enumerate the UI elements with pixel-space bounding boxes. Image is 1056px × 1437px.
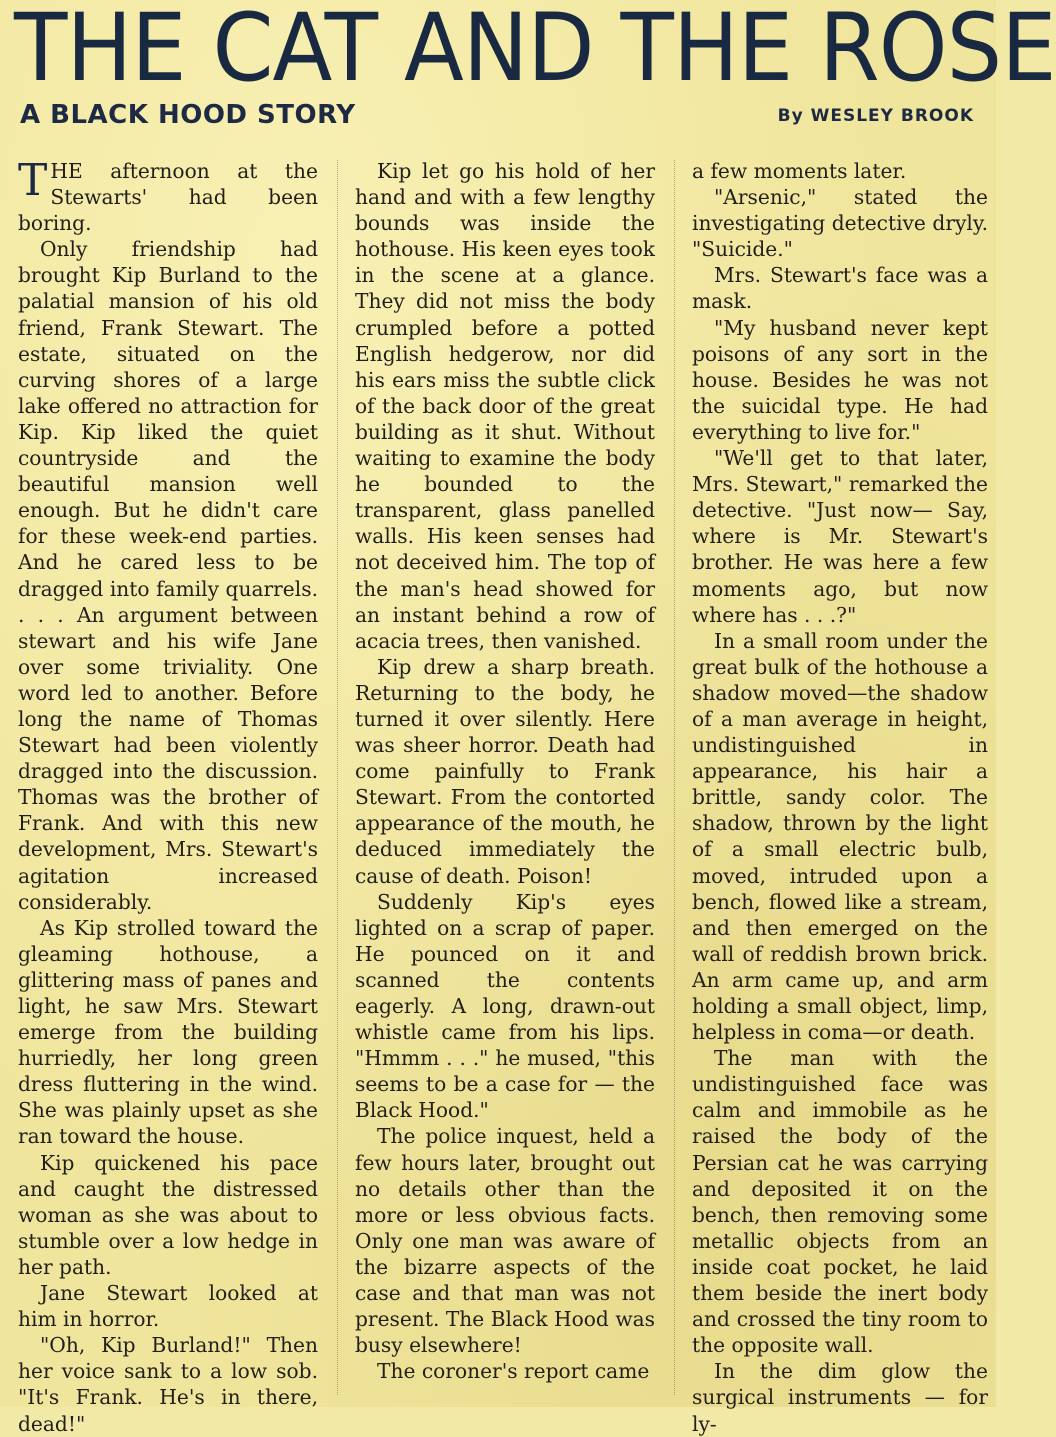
paragraph-text: Only friendship had brought Kip Burland to the palatial mansion of his old friend, Frank Stewart. The estate, situated on the curving shores of a large lake offered no attraction for Kip. Kip liked the quiet countryside and the beautiful mansion well enough. But he didn't care for these week-end parties. And he cared less to be dragged into family quarrels. . . . An argument between stewart and his wife Jane over some triviality. One word led to another. Before long the name of Thomas Stewart had been violently dragged into the discussion. Thomas was the brother of Frank. And with this new development, Mrs. Stewart's agitation increased considerably. <box>18 237 318 914</box>
paragraph-text: The man with the undistinguished face was calm and immobile as he raised the body of the Persian cat he was carrying and deposited it on the bench, then removing some metallic objects from an inside coat pocket, he laid them beside the inert body and crossed the tiny room to the opposite wall. <box>692 1046 988 1358</box>
paragraph-text: "Oh, Kip Burland!" Then her voice sank to a low sob. "It's Frank. He's in there, dead!" <box>18 1333 318 1436</box>
paragraph-text: The police inquest, held a few hours later, brought out no details other than the more or less obvious facts. Only one man was aware of the bizarre aspects of the case and that man was not present. The Black Hood was busy elsewhere! <box>355 1124 655 1358</box>
paragraph-text: In the dim glow the surgical instruments — for ly- <box>692 1359 988 1436</box>
text-column-3 <box>692 158 988 1437</box>
story-paragraph <box>692 628 988 1046</box>
paragraph-text: As Kip strolled toward the gleaming hothouse, a glittering mass of panes and light, he saw Mrs. Stewart emerge from the building hurriedly, her long green dress fluttering in the wind. She was plainly upset as she ran toward the house. <box>18 915 318 1149</box>
paragraph-text: HE afternoon at the Stewarts' had been boring. <box>18 159 318 236</box>
paragraph-text: "We'll get to that later, Mrs. Stewart," remarked the detective. "Just now— Say, where is Mr. Stewart's brother. He was here a few moments ago, but now where has . . .?" <box>692 446 988 627</box>
story-paragraph <box>355 889 655 1124</box>
story-paragraph <box>692 445 988 628</box>
story-subtitle: A BLACK HOOD STORY <box>20 100 356 130</box>
text-column-2 <box>355 158 655 1384</box>
paragraph-text: In a small room under the great bulk of the hothouse a shadow moved—the shadow of a man average in height, undistinguished in appearance, his hair a brittle, sandy color. The shadow, thrown by the light of a small electric bulb, moved, intruded upon a bench, flowed like a stream, and then emerged on the wall of reddish brown brick. An arm came up, and arm holding a small object, limp, helpless in coma—or death. <box>692 628 988 1045</box>
paragraph-text: Kip drew a sharp breath. Returning to the body, he turned it over silently. Here was sheer horror. Death had come painfully to Frank Stewart. From the contorted appearance of the mouth, he deduced immediately the cause of death. Poison! <box>355 654 655 888</box>
story-paragraph <box>355 158 655 654</box>
story-paragraph <box>18 155 318 236</box>
story-paragraph <box>18 915 318 1150</box>
story-paragraph <box>355 654 655 889</box>
paragraph-text: The coroner's report came <box>377 1359 650 1384</box>
story-paragraph <box>692 262 988 314</box>
story-paragraph <box>692 315 988 445</box>
paragraph-text: a few moments later. <box>692 159 907 183</box>
story-paragraph <box>692 158 988 184</box>
paragraph-text: Kip let go his hold of her hand and with a few lengthy bounds was inside the hothouse. His keen eyes took in the scene at a glance. They did not miss the body crumpled before a potted English hedgerow, nor did his ears miss the subtle click of the back door of the great building as it shut. Without waiting to examine the body he bounded to the transparent, glass panelled walls. His keen senses had not deceived him. The top of the man's head showed for an instant behind a row of acacia trees, then vanished. <box>355 159 655 653</box>
story-paragraph <box>18 1332 318 1436</box>
text-column-1 <box>18 155 318 1437</box>
column-divider <box>674 160 675 1395</box>
story-paragraph <box>692 1045 988 1358</box>
story-paragraph <box>692 1358 988 1436</box>
story-paragraph <box>692 184 988 262</box>
paragraph-text: Mrs. Stewart's face was a mask. <box>692 263 988 314</box>
paragraph-text: "My husband never kept poisons of any sort in the house. Besides he was not the suicidal type. He had everything to live for." <box>692 315 988 444</box>
story-paragraph <box>355 1123 655 1358</box>
story-paragraph <box>18 236 318 914</box>
paragraph-text: "Arsenic," stated the investigating detective dryly. "Suicide." <box>692 185 988 262</box>
drop-cap: T <box>18 155 48 206</box>
story-paragraph <box>355 1358 655 1384</box>
story-paragraph <box>18 1280 318 1332</box>
story-paragraph <box>18 1150 318 1280</box>
paragraph-text: Suddenly Kip's eyes lighted on a scrap of paper. He pounced on it and scanned the contents eagerly. A long, drawn-out whistle came from his lips. "Hmmm . . ." he mused, "this seems to be a case for — the Black Hood." <box>355 889 655 1123</box>
paragraph-text: Jane Stewart looked at him in horror. <box>18 1281 318 1332</box>
story-title: THE CAT AND THE ROSE <box>14 0 1056 103</box>
column-divider <box>337 160 338 1395</box>
author-byline: By WESLEY BROOK <box>777 106 974 126</box>
paragraph-text: Kip quickened his pace and caught the distressed woman as she was about to stumble over a low hedge in her path. <box>18 1150 318 1279</box>
